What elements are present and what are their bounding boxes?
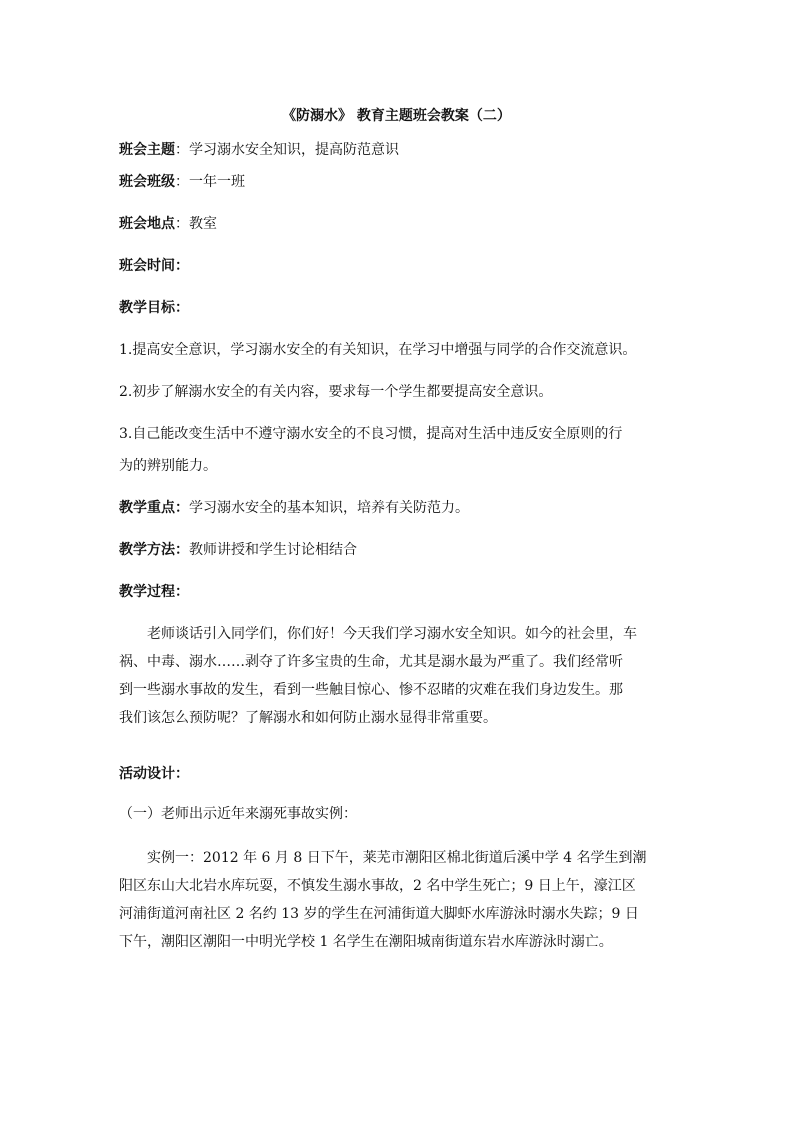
focus-label: 教学重点： [119, 500, 189, 516]
example-paragraph [119, 844, 679, 956]
process-line-4: 我们该怎么预防呢？了解溺水和如何防止溺水显得非常重要。 [119, 710, 497, 726]
goals-heading: 教学目标： [119, 300, 189, 316]
process-line-3: 到一些溺水事故的发生，看到一些触目惊心、惨不忍睹的灾难在我们身边发生。那 [119, 682, 623, 698]
goal-item-3-cont: 为的辨别能力。 [119, 458, 217, 474]
example-line-4: 下午，潮阳区潮阳一中明光学校 1 名学生在潮阳城南街道东岩水库游泳时溺亡。 [119, 934, 613, 950]
document-title: 《防溺水》 教育主题班会教案（二） [282, 108, 511, 124]
teaching-focus [119, 498, 679, 518]
goal-item-1: 1.提高安全意识，学习溺水安全的有关知识，在学习中增强与同学的合作交流意识。 [119, 342, 637, 358]
process-line-2: 祸、中毒、溺水……剥夺了许多宝贵的生命，尤其是溺水最为严重了。我们经常听 [119, 654, 623, 670]
activity-subheading: （一）老师出示近年来溺死事故实例： [119, 806, 357, 822]
process-heading: 教学过程： [119, 584, 189, 600]
meta-theme [119, 140, 679, 160]
example-line-2: 阳区东山大北岩水库玩耍，不慎发生溺水事故，2 名中学生死亡；9 日上午，濠江区 [119, 878, 636, 894]
focus-value: 学习溺水安全的基本知识，培养有关防范力。 [189, 500, 469, 516]
class-label: 班会班级 [119, 174, 175, 190]
theme-value: ：学习溺水安全知识，提高防范意识 [175, 142, 399, 158]
class-value: ：一年一班 [175, 174, 245, 190]
process-line-1: 老师谈话引入同学们，你们好！今天我们学习溺水安全知识。如今的社会里，车 [147, 626, 637, 642]
example-line-1: 实例一：2012 年 6 月 8 日下午，莱芜市潮阳区棉北街道后溪中学 4 名学生到潮 [147, 850, 647, 866]
activity-heading: 活动设计： [119, 766, 189, 782]
goal-item-3: 3.自己能改变生活中不遵守溺水安全的不良习惯，提高对生活中违反安全原则的行 [119, 426, 623, 442]
theme-label: 班会主题 [119, 142, 175, 158]
teaching-method [119, 540, 679, 560]
meta-place [119, 214, 679, 234]
goal-item-2: 2.初步了解溺水安全的有关内容，要求每一个学生都要提高安全意识。 [119, 384, 553, 400]
place-label: 班会地点 [119, 216, 175, 232]
meta-time-label: 班会时间： [119, 258, 189, 274]
process-paragraph [119, 620, 679, 732]
place-value: ：教室 [175, 216, 217, 232]
method-value: 教师讲授和学生讨论相结合 [189, 542, 357, 558]
method-label: 教学方法： [119, 542, 189, 558]
meta-class [119, 172, 679, 192]
example-line-3: 河浦街道河南社区 2 名约 13 岁的学生在河浦街道大脚虾水库游泳时溺水失踪；9 日 [119, 906, 639, 922]
